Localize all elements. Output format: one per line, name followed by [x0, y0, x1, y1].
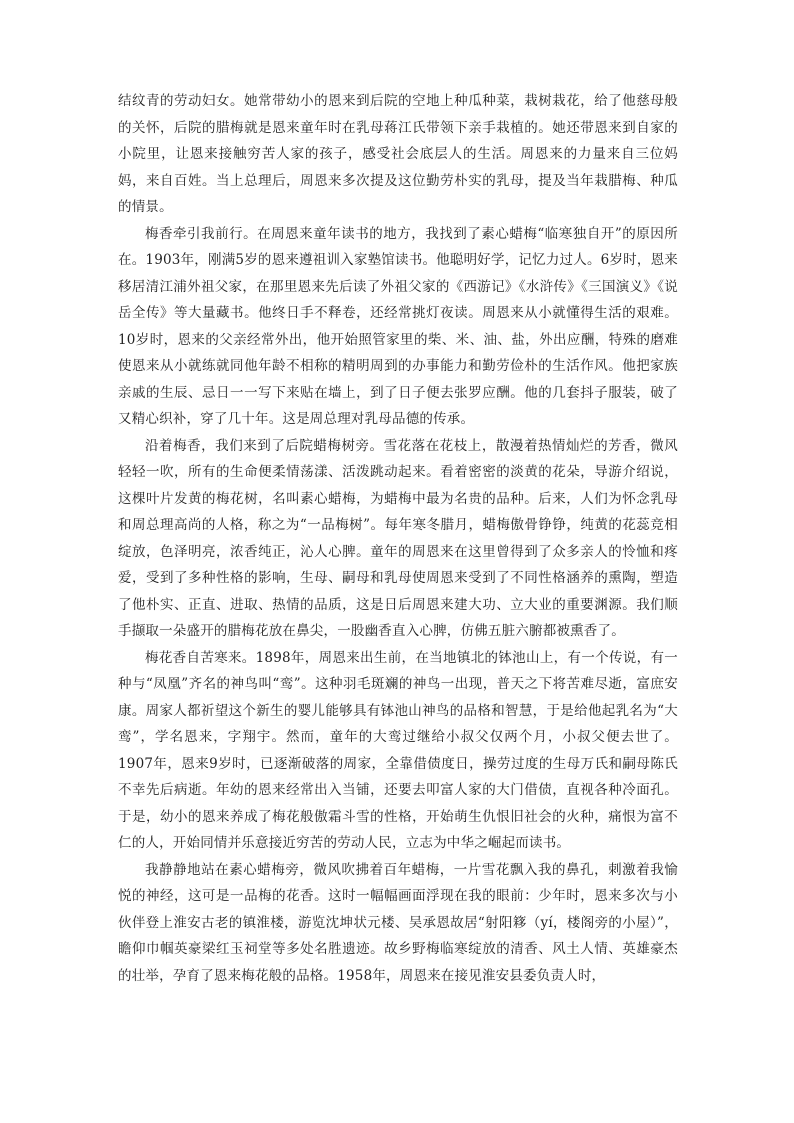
- document-page: [118, 88, 678, 989]
- paragraph-backyard-wintersweet: 沿着梅香，我们来到了后院蜡梅树旁。雪花落在花枝上，散漫着热情灿烂的芳香，微风轻轻一吹，所有的生命便柔情荡漾、活泼跳动起来。看着密密的淡黄的花朵，导游介绍说，这棵叶片发黄的梅花树，名叫素心蜡梅，为蜡梅中最为名贵的品种。后来，人们为怀念乳母和周总理高尚的人格，称之为“一品梅树”。每年寒冬腊月，蜡梅傲骨铮铮，纯黄的花蕊竞相绽放，色泽明亮，浓香纯正，沁人心脾。童年的周恩来在这里曾得到了众多亲人的怜恤和疼爱，受到了多种性格的影响，生母、嗣母和乳母使周恩来受到了不同性格涵养的熏陶，塑造了他朴实、正直、进取、热情的品质，这是日后周恩来建大功、立大业的重要渊源。我们顺手撷取一朵盛开的腊梅花放在鼻尖，一股幽香直入心脾，仿佛五脏六腑都被熏香了。: [118, 437, 678, 639]
- paragraph-standing-quietly: 我静静地站在素心蜡梅旁，微风吹拂着百年蜡梅，一片雪花飘入我的鼻孔，刺激着我愉悦的神经，这可是一品梅的花香。这时一幅幅画面浮现在我的眼前：少年时，恩来多次与小伙伴登上淮安古老的镇淮楼，游览沈坤状元楼、吴承恩故居“射阳簃（yí，楼阁旁的小屋）”，瞻仰巾帼英豪梁红玉祠堂等多处名胜遗迹。故乡野梅临寒绽放的清香、风土人情、英雄豪杰的壮举，孕育了恩来梅花般的品格。1958年，周恩来在接见淮安县委负责人时，: [118, 861, 678, 984]
- paragraph-continued: 结纹青的劳动妇女。她常带幼小的恩来到后院的空地上种瓜种菜，栽树栽花，给了他慈母般的关怀，后院的腊梅就是恩来童年时在乳母蒋江氏带领下亲手栽植的。她还带恩来到自家的小院里，让恩来接触穷苦人家的孩子，感受社会底层人的生活。周恩来的力量来自三位妈妈，来自百姓。当上总理后，周恩来多次提及这位勤劳朴实的乳母，提及当年栽腊梅、种瓜的情景。: [118, 93, 678, 215]
- paragraph-plum-fragrance-study: 梅香牵引我前行。在周恩来童年读书的地方，我找到了素心蜡梅“临寒独自开”的原因所在。1903年，刚满5岁的恩来遵祖训入家塾馆读书。他聪明好学，记忆力过人。6岁时，恩来移居清江浦外祖父家，在那里恩来先后读了外祖父家的《西游记》《水浒传》《三国演义》《说岳全传》等大量藏书。他终日手不释卷，还经常挑灯夜读。周恩来从小就懂得生活的艰难。10岁时，恩来的父亲经常外出，他开始照管家里的柴、米、油、盐，外出应酬，特殊的磨难使恩来从小就练就同他年龄不相称的精明周到的办事能力和勤劳俭朴的生活作风。他把家族亲戚的生辰、忌日一一写下来贴在墙上，到了日子便去张罗应酬。他的几套抖子服装，破了又精心织补，穿了几十年。这是周总理对乳母品德的传承。: [118, 225, 678, 427]
- paragraph-bitter-cold: 梅花香自苦寒来。1898年，周恩来出生前，在当地镇北的钵池山上，有一个传说，有一种与“凤凰”齐名的神鸟叫“鸾”。这种羽毛斑斓的神鸟一出现，普天之下将苦难尽逝，富庶安康。周家人都祈望这个新生的婴儿能够具有钵池山神鸟的品格和智慧，于是给他起乳名为“大鸾”，学名恩来，字翔宇。然而，童年的大鸾过继给小叔父仅两个月，小叔父便去世了。1907年，恩来9岁时，已逐渐破落的周家，全靠借债度日，操劳过度的生母万氏和嗣母陈氏不幸先后病逝。年幼的恩来经常出入当铺，还要去叩富人家的大门借债，直视各种冷面孔。于是，幼小的恩来养成了梅花般傲霜斗雪的性格，开始萌生仇恨旧社会的火种，痛恨为富不仁的人，开始同情并乐意接近穷苦的劳动人民，立志为中华之崛起而读书。: [118, 649, 678, 851]
